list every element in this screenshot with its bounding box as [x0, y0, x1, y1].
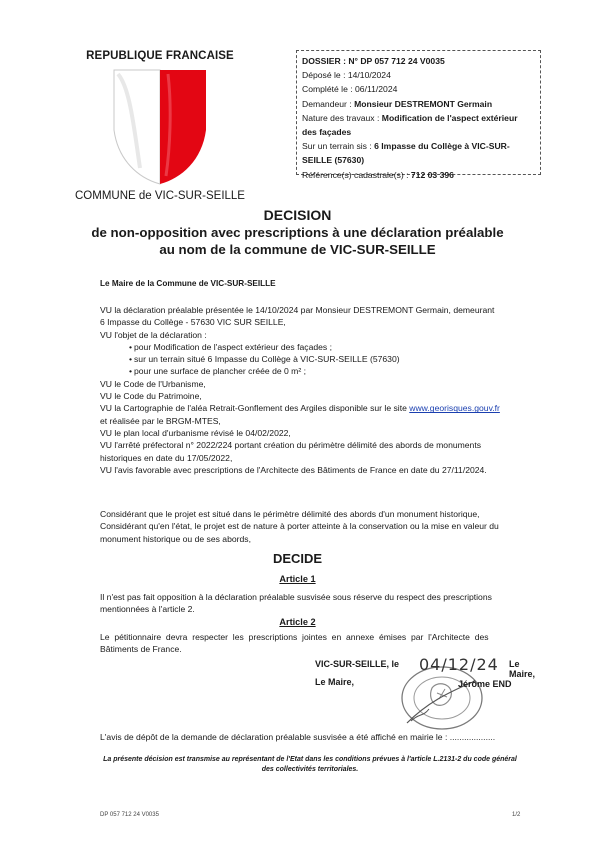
vu-arrete-cont: historiques en date du 17/05/2022,: [100, 452, 233, 463]
cadastral-ref: [302, 168, 535, 182]
land-location: [302, 139, 535, 153]
vu-block: [100, 304, 540, 476]
signature-area: [315, 655, 545, 735]
dossier-info-box: [296, 50, 541, 180]
transmission-line-2: des collectivités territoriales.: [261, 766, 359, 773]
page-number: 1/2: [512, 812, 521, 818]
land-label: Sur un terrain sis :: [302, 141, 375, 152]
signature-role: Le Maire,: [509, 659, 536, 679]
vu-declaration: VU la déclaration préalable présentée le 14/10/2024 par Monsieur DESTREMONT Germain, demeurant: [100, 305, 495, 315]
decision-title-block: [60, 207, 535, 258]
vu-abf: VU l'avis favorable avec prescriptions de l'Architecte des Bâtiments de France en date du 27/11/2024.: [100, 464, 487, 475]
object-bullet-2: • sur un terrain situé 6 Impasse du Collège à VIC-SUR-SEILLE (57630): [100, 353, 540, 365]
georisques-link[interactable]: www.georisques.gouv.fr: [409, 403, 500, 414]
object-bullet-3: • pour une surface de plancher créée de 0 m² ;: [100, 365, 540, 377]
signatory-name: Jérôme END: [458, 679, 512, 689]
works-label: Nature des travaux :: [302, 112, 382, 123]
works-value: Modification de l'aspect extérieur: [381, 112, 518, 123]
coat-of-arms-icon: [110, 68, 210, 186]
article-2-text: [100, 631, 545, 656]
vu-patrimoine: VU le Code du Patrimoine,: [100, 391, 202, 402]
applicant-value: Monsieur DESTREMONT Germain: [354, 98, 493, 109]
decision-subtitle-2: au nom de la commune de VIC-SUR-SEILLE: [159, 242, 436, 257]
land-value: 6 Impasse du Collège à VIC-SUR-: [374, 141, 510, 152]
cadastral-label: Référence(s) cadastrale(s) :: [302, 169, 411, 180]
decision-title: DECISION: [263, 207, 332, 223]
land-value-cont: SEILLE (57630): [302, 155, 365, 166]
vu-brgm: et réalisée par le BRGM-MTES,: [100, 415, 221, 426]
signature-date: 04/12/24: [419, 655, 499, 674]
dossier-number: DOSSIER : N° DP 057 712 24 V0035: [302, 56, 445, 66]
transmission-notice: [80, 755, 540, 775]
article-1-line-2: mentionnées à l'article 2.: [100, 604, 195, 615]
applicant-label: Demandeur :: [302, 98, 355, 109]
commune-name: COMMUNE de VIC-SUR-SEILLE: [75, 190, 245, 202]
posting-notice: L'avis de dépôt de la demande de déclaration préalable susvisée a été affiché en mairie le : ...................: [100, 732, 496, 742]
deposit-date: Déposé le : 14/10/2024: [302, 70, 391, 81]
vu-arrete: VU l'arrêté préfectoral n° 2022/224 portant création du périmètre délimité des abords de monuments: [100, 440, 482, 451]
vu-plu: VU le plan local d'urbanisme révisé le 04/02/2022,: [100, 427, 291, 438]
applicant: [302, 97, 535, 111]
considerant-3: monument historique ou de ses abords,: [100, 533, 251, 544]
signature-maire: Le Maire,: [315, 677, 355, 687]
article-1-text: [100, 591, 545, 616]
article-1-line-1: Il n'est pas fait opposition à la déclaration préalable susvisée sous réserve du respect des prescriptions: [100, 592, 492, 602]
article-2-title: Article 2: [279, 617, 316, 627]
mayor-line: Le Maire de la Commune de VIC-SUR-SEILLE: [100, 279, 276, 288]
article-2-line-1: Le pétitionnaire devra respecter les prescriptions jointes en annexe émises par l'Architecte des: [100, 632, 489, 642]
article-2-line-2: Bâtiments de France.: [100, 644, 182, 655]
completion-date: Complété le : 06/11/2024: [302, 84, 398, 95]
considerant-1: Considérant que le projet est situé dans le périmètre délimité des abords d'un monument historique,: [100, 509, 480, 519]
object-bullet-1: • pour Modification de l'aspect extérieur des façades ;: [100, 341, 540, 353]
cadastral-value: 712 03 396: [410, 169, 454, 180]
transmission-line-1: La présente décision est transmise au représentant de l'Etat dans les conditions prévues à l'article L.2131-2 du code général: [103, 756, 517, 763]
considerant-2: Considérant qu'en l'état, le projet est de nature à porter atteinte à la conservation ou la mise en valeur du: [100, 521, 499, 532]
signature-place: VIC-SUR-SEILLE, le: [315, 659, 400, 669]
footer-reference: DP 057 712 24 V0035: [100, 812, 159, 818]
republique-title: REPUBLIQUE FRANCAISE: [86, 50, 234, 62]
decision-subtitle-1: de non-opposition avec prescriptions à une déclaration préalable: [91, 225, 504, 240]
decide-heading: DECIDE: [272, 551, 323, 566]
vu-object: VU l'objet de la déclaration :: [100, 329, 207, 340]
vu-cartographie-text: VU la Cartographie de l'aléa Retrait-Gonflement des Argiles disponible sur le site: [100, 403, 410, 414]
considerant-block: [100, 508, 545, 545]
works-value-cont: des façades: [302, 127, 352, 138]
article-1-title: Article 1: [279, 574, 316, 584]
issuer-header: [60, 50, 260, 202]
works-nature: [302, 111, 535, 125]
vu-cartographie: [100, 402, 540, 414]
vu-address: 6 Impasse du Collège - 57630 VIC SUR SEILLE,: [100, 317, 286, 328]
vu-urbanisme: VU le Code de l'Urbanisme,: [100, 378, 206, 389]
